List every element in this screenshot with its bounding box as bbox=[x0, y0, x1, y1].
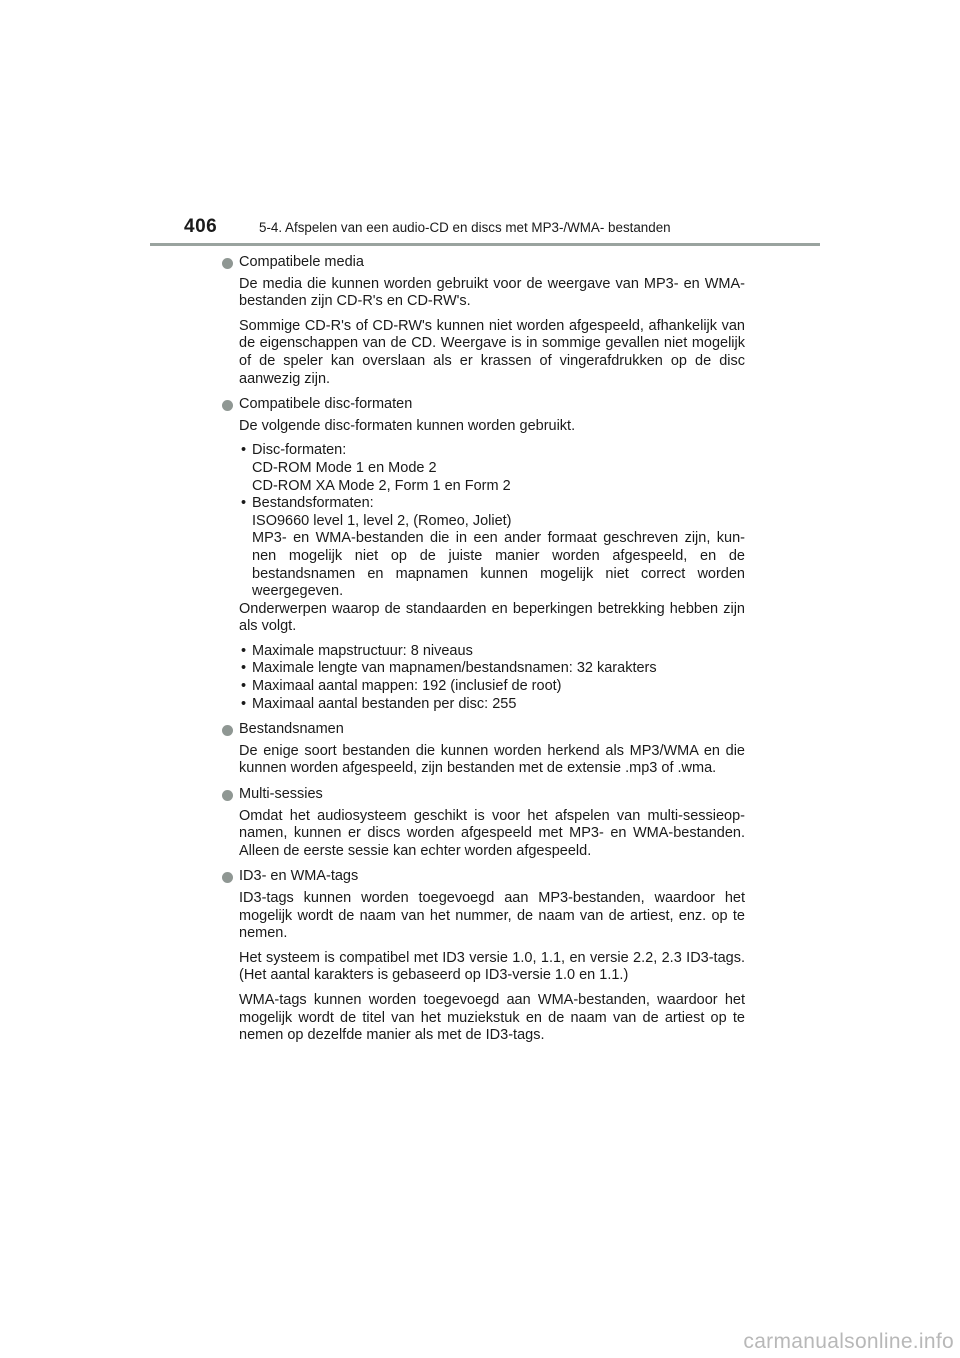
section-multi-sessions bbox=[222, 786, 745, 860]
bullet-dot-icon: • bbox=[241, 442, 247, 459]
bullet-circle-icon bbox=[222, 258, 233, 269]
section-compatible-formats bbox=[222, 396, 745, 713]
section-compatible-media bbox=[222, 254, 745, 388]
page-number: 406 bbox=[184, 216, 218, 237]
section-heading: Multi-sessies bbox=[222, 786, 745, 804]
paragraph: De enige soort bestanden die kunnen worden herkend als MP3/WMA en die kunnen worden afgespeeld, zijn bestanden met de extensie .mp3 of .wma. bbox=[239, 742, 745, 777]
paragraph: ID3-tags kunnen worden toegevoegd aan MP3-bestanden, waardoor het mogelijk wordt de naam van het nummer, de naam van de artiest, enz. op te nemen. bbox=[239, 890, 745, 942]
bullet-circle-icon bbox=[222, 400, 233, 411]
paragraph: Omdat het audiosysteem geschikt is voor het afspelen van multi-sessieop-namen, kunnen er discs worden afgespeeld met MP3- en WMA-bestanden. Alleen de eerste sessie kan echter worden afgespeeld. bbox=[239, 807, 745, 859]
watermark: carmanualsonline.info bbox=[743, 1330, 954, 1353]
format-list bbox=[239, 442, 745, 600]
limits-list bbox=[239, 643, 745, 713]
bullet-circle-icon bbox=[222, 872, 233, 883]
bullet-circle-icon bbox=[222, 790, 233, 801]
bullet-dot-icon: • bbox=[241, 678, 247, 695]
bullet-dot-icon: • bbox=[241, 642, 247, 659]
paragraph: Het systeem is compatibel met ID3 versie 1.0, 1.1, en versie 2.2, 2.3 ID3-tags. (Het aantal karakters is gebaseerd op ID3-versie 1.0 en 1.1.) bbox=[239, 949, 745, 984]
section-heading: Compatibele media bbox=[222, 254, 745, 272]
list-item: • Maximaal aantal mappen: 192 (inclusief de root) bbox=[241, 678, 562, 695]
list-item: • Disc-formaten: CD-ROM Mode 1 en Mode 2 CD-ROM XA Mode 2, Form 1 en Form 2 bbox=[241, 442, 511, 494]
page-header bbox=[150, 216, 820, 246]
chapter-title: 5-4. Afspelen van een audio-CD en discs met MP3-/WMA- bestanden bbox=[259, 220, 671, 235]
list-item: • Bestandsformaten: ISO9660 level 1, level 2, (Romeo, Joliet) MP3- en WMA-bestanden die in een ander formaat geschreven zijn, kun-nen mogelijk niet op de juiste manier worden afgespeeld, en de bestandsnamen en mapnamen kunnen mogelijk niet correct worden weergegeven. bbox=[241, 495, 745, 600]
section-heading: ID3- en WMA-tags bbox=[222, 868, 745, 886]
section-heading: Compatibele disc-formaten bbox=[222, 396, 745, 414]
paragraph: De media die kunnen worden gebruikt voor de weergave van MP3- en WMA-bestanden zijn CD-R's en CD-RW's. bbox=[239, 275, 745, 310]
paragraph: Onderwerpen waarop de standaarden en beperkingen betrekking hebben zijn als volgt. bbox=[239, 600, 745, 635]
bullet-dot-icon: • bbox=[241, 660, 247, 677]
paragraph: WMA-tags kunnen worden toegevoegd aan WMA-bestanden, waardoor het mogelijk wordt de titel van het muziekstuk en de naam van de artiest op te nemen op dezelfde manier als met de ID3-tags. bbox=[239, 991, 745, 1044]
paragraph: Sommige CD-R's of CD-RW's kunnen niet worden afgespeeld, afhankelijk van de eigenschappen van de CD. Weergave is in sommige gevallen niet mogelijk of de speler kan overslaan als er krassen of vingerafdrukken op de disc aanwezig zijn. bbox=[239, 317, 745, 387]
bullet-dot-icon: • bbox=[241, 695, 247, 712]
header-divider bbox=[150, 243, 820, 246]
list-item: • Maximale lengte van mapnamen/bestandsnamen: 32 karakters bbox=[241, 660, 657, 677]
page-content bbox=[222, 254, 745, 1053]
bullet-circle-icon bbox=[222, 725, 233, 736]
section-heading: Bestandsnamen bbox=[222, 721, 745, 739]
bullet-dot-icon: • bbox=[241, 495, 247, 512]
section-id3-wma-tags bbox=[222, 868, 745, 1044]
paragraph: De volgende disc-formaten kunnen worden gebruikt. bbox=[239, 417, 576, 434]
list-item: • Maximaal aantal bestanden per disc: 255 bbox=[241, 695, 517, 712]
section-file-names bbox=[222, 721, 745, 778]
list-item: • Maximale mapstructuur: 8 niveaus bbox=[241, 642, 473, 659]
